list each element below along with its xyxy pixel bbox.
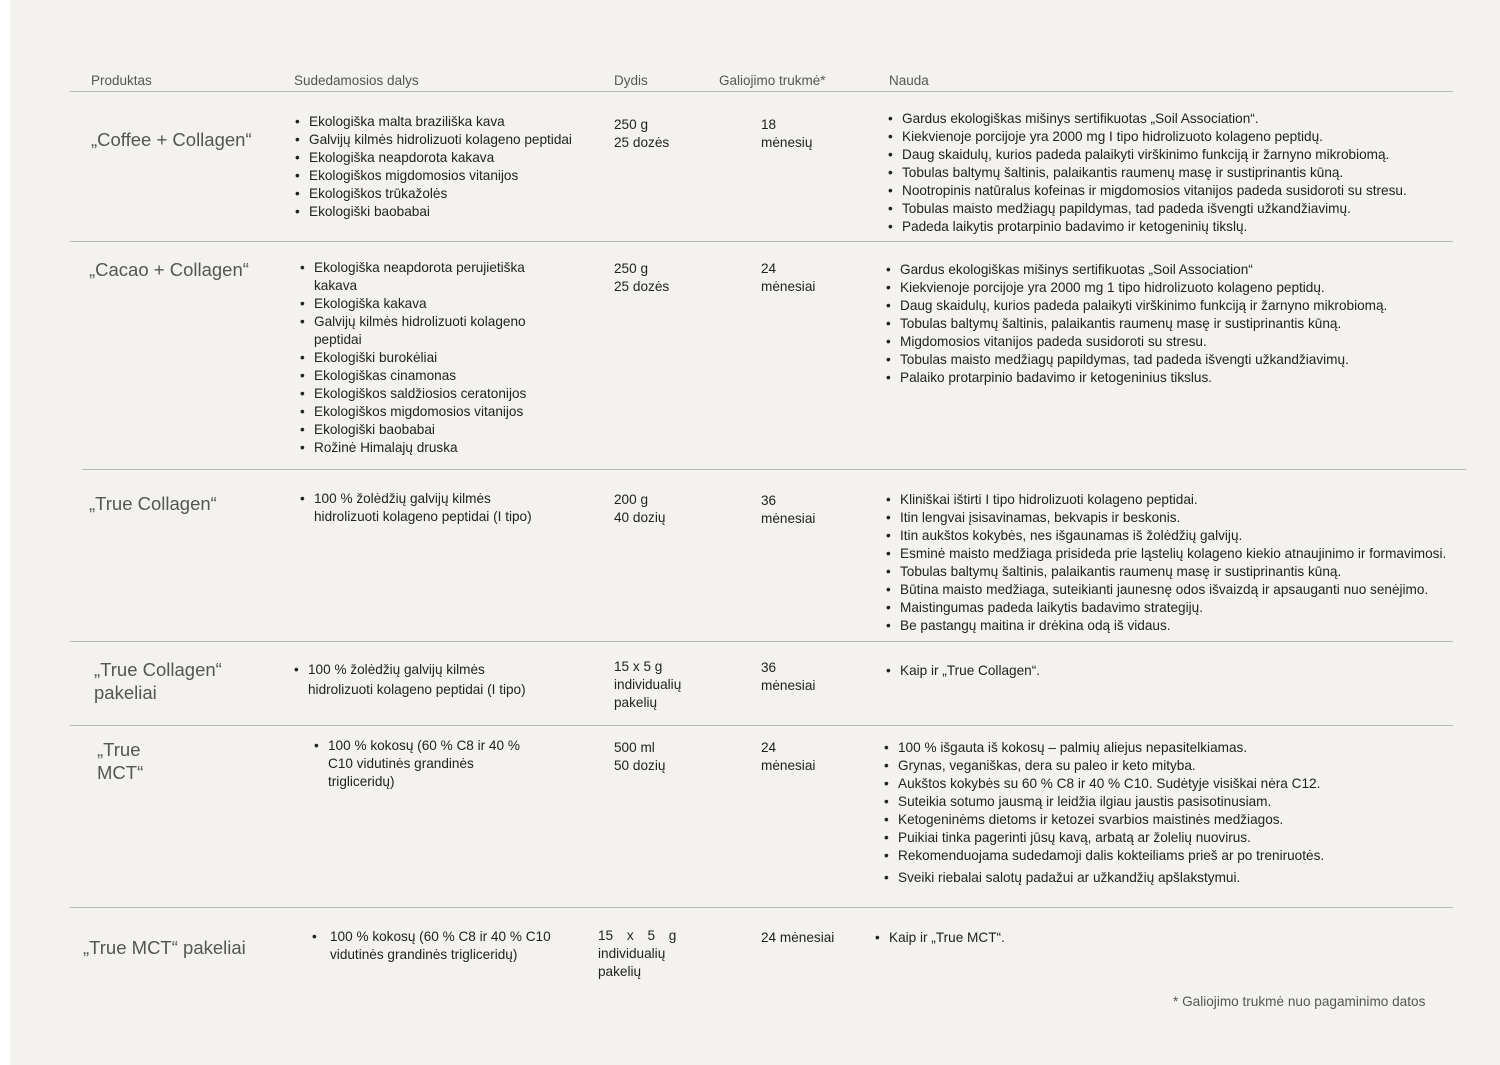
benefit-item: • Ketogeninėms dietoms ir ketozei svarbios maistinės medžiagos. <box>884 811 1324 829</box>
benefit-item: • Sveiki riebalai salotų padažui ar užkandžių apšlakstymui. <box>884 869 1324 887</box>
product-name-true-collagen-sachets: „True Collagen“ pakeliai <box>94 659 222 703</box>
ingredient-item: • 100 % kokosų (60 % C8 ir 40 % C10 vidutinės grandinės trigliceridų) <box>312 928 562 964</box>
benefit-item: • Tobulas baltymų šaltinis, palaikantis raumenų masę ir sustiprinantis kūną. <box>886 563 1446 581</box>
benefit-item: • Grynas, veganiškas, dera su paleo ir keto mityba. <box>884 757 1324 775</box>
size-line: 250 g <box>614 117 649 132</box>
ingredient-item: • Galvijų kilmės hidrolizuoti kolageno peptidai <box>300 313 540 349</box>
page <box>10 0 1500 1065</box>
ingredient-item: • Ekologiški baobabai <box>300 421 540 439</box>
benefit-item: • Gardus ekologiškas mišinys sertifikuotas „Soil Association“ <box>886 261 1387 279</box>
size-true-mct <box>614 739 665 775</box>
ingredient-item: • Ekologiški burokėliai <box>300 349 540 367</box>
benefit-item: • Tobulas baltymų šaltinis, palaikantis raumenų masę ir sustiprinantis kūną. <box>888 164 1407 182</box>
product-name-true-collagen: „True Collagen“ <box>89 493 217 514</box>
size-true-collagen <box>614 491 665 527</box>
benefit-item: • Itin aukštos kokybės, nes išgaunamas iš žolėdžių galvijų. <box>886 527 1446 545</box>
benefit-item: • Kaip ir „True MCT“. <box>875 929 1005 947</box>
shelf-life-true-collagen <box>761 492 815 528</box>
shelf-line: 36 <box>761 660 777 675</box>
benefit-item: • Tobulas maisto medžiagų papildymas, tad padeda išvengti užkandžiavimų. <box>888 200 1407 218</box>
benefit-item: • Daug skaidulų, kurios padeda palaikyti virškinimo funkciją ir žarnyno mikrobiomą. <box>886 297 1387 315</box>
shelf-life-coffee-collagen <box>761 116 812 152</box>
benefit-item: • Puikiai tinka pagerinti jūsų kavą, arbatą ar žolelių nuovirus. <box>884 829 1324 847</box>
row-divider <box>70 241 1453 242</box>
benefit-item: • Padeda laikytis protarpinio badavimo ir ketogeninių tikslų. <box>888 218 1407 236</box>
shelf-line: mėnesiai <box>761 511 816 526</box>
ingredient-item: • Ekologiška kakava <box>300 295 540 313</box>
shelf-line: 24 mėnesiai <box>761 930 835 945</box>
shelf-line: mėnesių <box>761 135 813 150</box>
row-divider <box>70 725 1453 726</box>
shelf-life-true-mct <box>761 739 815 775</box>
row-divider <box>82 469 1466 470</box>
benefits-list-true-mct <box>884 739 1324 887</box>
benefit-item: • Kiekvienoje porcijoje yra 2000 mg 1 tipo hidrolizuoto kolageno peptidų. <box>886 279 1387 297</box>
benefit-item: • Be pastangų maitina ir drėkina odą iš vidaus. <box>886 617 1446 635</box>
benefits-list-true-collagen-sachets <box>886 662 1040 680</box>
benefit-item: • Tobulas maisto medžiagų papildymas, tad padeda išvengti užkandžiavimų. <box>886 351 1387 369</box>
ingredient-item: • Galvijų kilmės hidrolizuoti kolageno peptidai <box>295 131 572 149</box>
size-line: 15 x 5 g <box>614 659 663 674</box>
ingredients-list-true-mct <box>314 737 534 791</box>
row-divider <box>70 641 1453 642</box>
benefits-list-true-collagen <box>886 491 1446 635</box>
benefits-list-cacao-collagen <box>886 261 1387 387</box>
ingredient-item: • Ekologiškos migdomosios vitanijos <box>295 167 572 185</box>
ingredient-item: • Ekologiškos saldžiosios ceratonijos <box>300 385 540 403</box>
product-name-cacao-collagen: „Cacao + Collagen“ <box>89 259 249 280</box>
ingredient-item: • 100 % žolėdžių galvijų kilmės hidrolizuoti kolageno peptidai (I tipo) <box>294 660 534 700</box>
size-line: 25 dozės <box>614 279 670 294</box>
benefit-item: • Daug skaidulų, kurios padeda palaikyti virškinimo funkciją ir žarnyno mikrobiomą. <box>888 146 1407 164</box>
product-name-true-mct-sachets: „True MCT“ pakeliai <box>83 937 246 958</box>
ingredients-list-true-mct-sachets <box>312 928 562 964</box>
benefit-item: • Aukštos kokybės su 60 % C8 ir 40 % C10. Sudėtyje visiškai nėra C12. <box>884 775 1324 793</box>
ingredient-item: • Ekologiška neapdorota kakava <box>295 149 572 167</box>
size-line: individualių <box>614 677 682 692</box>
ingredient-item: • Rožinė Himalajų druska <box>300 439 540 457</box>
ingredients-list-true-collagen-sachets <box>294 660 534 700</box>
benefit-item: • Rekomenduojama sudedamoji dalis kokteiliams prieš ar po treniruotės. <box>884 847 1324 865</box>
shelf-line: 18 <box>761 117 777 132</box>
benefit-item: • Kiekvienoje porcijoje yra 2000 mg I tipo hidrolizuoto kolageno peptidų. <box>888 128 1407 146</box>
shelf-line: mėnesiai <box>761 678 816 693</box>
benefit-item: • 100 % išgauta iš kokosų – palmių aliejus nepasitelkiamas. <box>884 739 1324 757</box>
size-line: 250 g <box>614 261 649 276</box>
size-line: 200 g <box>614 492 649 507</box>
header-product: Produktas <box>91 73 152 88</box>
shelf-line: 24 <box>761 740 777 755</box>
size-line: 15 x 5 g <box>598 928 677 943</box>
shelf-line: 36 <box>761 493 777 508</box>
size-true-collagen-sachets <box>614 658 681 712</box>
shelf-life-cacao-collagen <box>761 260 815 296</box>
ingredients-list-cacao-collagen <box>300 259 540 457</box>
benefit-item: • Migdomosios vitanijos padeda susidoroti su stresu. <box>886 333 1387 351</box>
size-cacao-collagen <box>614 260 669 296</box>
shelf-line: mėnesiai <box>761 279 816 294</box>
benefit-item: • Tobulas baltymų šaltinis, palaikantis raumenų masę ir sustiprinantis kūną. <box>886 315 1387 333</box>
product-name-true-mct: „True MCT“ <box>97 739 144 783</box>
ingredient-item: • 100 % žolėdžių galvijų kilmės hidrolizuoti kolageno peptidai (I tipo) <box>300 490 540 526</box>
size-line: pakelių <box>614 695 658 710</box>
benefit-item: • Suteikia sotumo jausmą ir leidžia ilgiau jaustis pasisotinusiam. <box>884 793 1324 811</box>
ingredient-item: • Ekologiškas cinamonas <box>300 367 540 385</box>
shelf-life-true-collagen-sachets <box>761 659 815 695</box>
footnote: * Galiojimo trukmė nuo pagaminimo datos <box>1173 994 1426 1009</box>
header-benefits: Nauda <box>889 73 929 88</box>
ingredient-item: • Ekologiški baobabai <box>295 203 572 221</box>
ingredient-item: • Ekologiškos trūkažolės <box>295 185 572 203</box>
benefit-item: • Gardus ekologiškas mišinys sertifikuotas „Soil Association“. <box>888 110 1407 128</box>
product-name-coffee-collagen: „Coffee + Collagen“ <box>91 129 252 150</box>
ingredient-item: • Ekologiška malta braziliška kava <box>295 113 572 131</box>
ingredient-item: • Ekologiškos migdomosios vitanijos <box>300 403 540 421</box>
size-line: 40 dozių <box>614 510 666 525</box>
benefits-list-true-mct-sachets <box>875 929 1005 947</box>
size-coffee-collagen <box>614 116 669 152</box>
benefit-item: • Kliniškai ištirti I tipo hidrolizuoti kolageno peptidai. <box>886 491 1446 509</box>
benefit-item: • Maistingumas padeda laikytis badavimo strategijų. <box>886 599 1446 617</box>
benefit-item: • Itin lengvai įsisavinamas, bekvapis ir beskonis. <box>886 509 1446 527</box>
header-shelf-life: Galiojimo trukmė* <box>719 73 826 88</box>
header-divider <box>70 91 1453 92</box>
ingredient-item: • Ekologiška neapdorota perujietiška kakava <box>300 259 540 295</box>
shelf-life-true-mct-sachets <box>761 929 834 947</box>
benefit-item: • Nootropinis natūralus kofeinas ir migdomosios vitanijos padeda susidoroti su stresu. <box>888 182 1407 200</box>
header-size: Dydis <box>614 73 648 88</box>
benefit-item: • Kaip ir „True Collagen“. <box>886 662 1040 680</box>
size-line: 50 dozių <box>614 758 666 773</box>
ingredient-item: • 100 % kokosų (60 % C8 ir 40 % C10 vidutinės grandinės trigliceridų) <box>314 737 534 791</box>
ingredients-list-coffee-collagen <box>295 113 572 221</box>
size-line: individualių <box>598 946 666 961</box>
shelf-line: 24 <box>761 261 777 276</box>
size-line: pakelių <box>598 964 642 979</box>
size-true-mct-sachets <box>598 927 676 981</box>
benefits-list-coffee-collagen <box>888 110 1407 236</box>
benefit-item: • Palaiko protarpinio badavimo ir ketogeninius tikslus. <box>886 369 1387 387</box>
size-line: 500 ml <box>614 740 655 755</box>
benefit-item: • Esminė maisto medžiaga prisideda prie ląstelių kolageno kiekio atnaujinimo ir formavimosi. <box>886 545 1446 563</box>
benefit-item: • Būtina maisto medžiaga, suteikianti jaunesnę odos išvaizdą ir apsauganti nuo senėjimo. <box>886 581 1446 599</box>
ingredients-list-true-collagen <box>300 490 540 526</box>
row-divider <box>70 907 1453 908</box>
shelf-line: mėnesiai <box>761 758 816 773</box>
size-line: 25 dozės <box>614 135 670 150</box>
header-ingredients: Sudedamosios dalys <box>294 73 419 88</box>
